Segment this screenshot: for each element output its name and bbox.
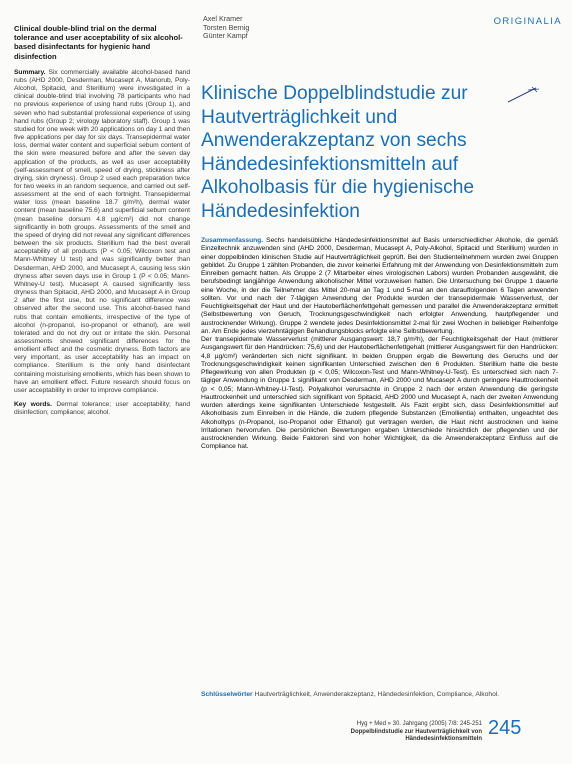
keywords-text: Dermal tolerance; user acceptability; hand disinfection; compliance; alcohol.: [14, 401, 190, 417]
german-paragraph-text: Sechs handelsübliche Händedesinfektionsmittel auf Basis unterschiedlicher Alkohole, die gemäß Einzeltechnik anzuwenden sind (AHD 2000, Desderman, Mucasept A, Poly-Alkohol, Spitacid und Sterillium) wurden in einer doppelblinden klinischen Studie auf Hautverträglichkeit geprüft. Bei den Studienteilnehmern wurden zwei Gruppen gebildet. Zu Gruppe 1 zählten Probanden, die zuvor keinerlei Erfahrung mit der Anwendung von Desinfektionsmitteln zum Einreiben gemacht hatten. Als Gruppe 2 (7 Mitarbeiter eines virologischen Labors) wurden Probanden ausgewählt, die berufsbedingt langjährige Anwendung alkoholischer Mittel vorzuweisen hatten. Die Untersuchung bei Gruppe 1 dauerte eine Woche, in der die Teilnehmer das Mittel 20-mal an Tag 1 und 5-mal an den darauffolgenden 6 Tagen anwenden sollten. Vor und nach der 7-tägigen Anwendung der Produkte wurden der transepidermale Wasserverlust, der Feuchtigkeitsgehalt der Haut und der Hautoberflächenfettgehalt gemessen und parallel die Anwenderakzeptanz ermittelt (Selbstbewertung von Geruch, Trocknungsgeschwindigkeit nach erfolgter Anwendung, hautpflegender und austrocknender Wirkung). Gruppe 2 wendete jedes Desinfektionsmittel 2-mal für zwei Wochen in beliebiger Reihenfolge an. Am Ende jedes vierzehntägigen Behandlungsblocks erfolgte eine Selbstbewertung.: [201, 237, 558, 335]
keywords-text: Hautverträglichkeit, Anwenderakzeptanz, Händedesinfektion, Compliance, Alkohol.: [254, 691, 500, 698]
german-paragraph: Der transepidermale Wasserverlust (mittlerer Ausgangswert: 18,7 g/m²h), der Feuchtigkeitsgehalt der Haut (mittlerer Ausgangswert für den Handrücken: 75,6) und der Hautoberflächenfettgehalt (mittlerer Ausgangswert für den Handrücken: 4,8 µg/cm²) veränderten sich nicht signifikant. In beiden Gruppen ergab die Bewertung des Geruchs und der Trocknungsgeschwindigkeit keinen signifikanten Unterschied zwischen den 6 Produkten. Sterillium hatte die beste Pflegewirkung von allen Produkten (p < 0,05; Wilcoxon-Test und Mann-Whitney-U-Test). Es unterschied sich nach 7-tägiger Anwendung in Gruppe 1 signifikant von Desderman, AHD 2000 und Mucasept A durch geringere Hauttrockenheit (p < 0,05; Mann-Whitney-U-Test). Polyalkohol verursachte in Gruppe 2 nach der ersten Anwendung die geringste Hauttrockenheit und unterschied sich signifikant von Spitacid, AHD 2000 und Mucasept A, nach der zweiten Anwendung wurden allerdings keine signifikanten Unterschiede festgestellt. Als Fazit ergibt sich, dass Desinfektionsmittel auf Alkoholbasis zum Einreiben in die Hände, die zudem pflegende Substanzen (Emollientia) enthalten, ungeachtet des Alkoholtyps (n-Propanol, iso-Propanol oder Ethanol) gut vertragen werden, die Haut nicht austrocknen und keine Irritationen hervorrufen. Die persönlichen Bewertungen ergaben Unterschiede hinsichtlich der pflegenden und der austrocknenden Wirkung. Beide Faktoren sind von hoher Wichtigkeit, da die Anwenderakzeptanz Einfluss auf die Compliance hat.: [201, 336, 558, 451]
keywords-label: Key words.: [14, 401, 52, 409]
journal-citation: Hyg + Med » 30. Jahrgang (2005) 7/8: 245-251: [356, 721, 482, 727]
author-name: Günter Kampf: [203, 31, 248, 41]
german-paragraph: [201, 237, 558, 336]
english-keywords: [14, 401, 190, 417]
english-abstract-column: [14, 24, 190, 417]
section-category: ORIGINALIA: [493, 16, 562, 27]
english-summary: [14, 69, 190, 395]
author-name: Torsten Bernig: [203, 22, 250, 32]
author-list: [203, 15, 249, 41]
german-keywords: [201, 691, 561, 699]
summary-text: Six commercially available alcohol-based hand rubs (AHD 2000, Desderman, Mucasept A, Manorub, Poly-Alcohol, Spitacid, and Sterillium) were investigated in a clinical double-blind trial involving 78 participants who had no previous experience of using hand rubs (Group 1), and seven who had substantial professional experience of using hand rubs (Group 2; virology laboratory staff). Group 1 was studied for one week with 20 applications on day 1 and then five applications per day for six days. Transepidermal water loss, dermal water content and superficial sebum content of the skin were measured before and after the seven day application of the products, as well as user acceptability (self-assessment of smell, speed of drying, stickiness after drying, skin dryness). Group 2 used each preparation twice for two weeks in an random sequence, and carried out self-assessment at the end of each fortnight. Transepidermal water loss (mean baseline 18.7 g/m²h), dermal water content (mean baseline 75.6) and superficial sebum content (mean baseline dorsum 4.8 µg/cm²) did not change significantly in both groups. Assessments of the smell and the speed of drying did not reveal any significant differences between the six products. Sterillium had the best overall acceptability of all products (P < 0.05; Wilcoxon test and Mann-Whitney U test) and was significantly better than Desderman, AHD 2000, and Mucasept A, causing less skin dryness after seven days use in Group 1 (P < 0.05; Mann-Whitney-U test). Mucasept A caused significantly less dryness than Spitacid, AHD 2000, and Mucasept A in Group 2 after the first use, but no significant difference was observed after the second use. This alcohol-based hand rubs that contain emollients, irrespective of the type of alcohol (n-propanol, iso-propanol or ethanol), are well tolerated and do not dry out or irritate the skin. Personal assessments showed significant differences for the emollient effect and the cosmetic dryness. Both factors are very important, as user acceptability has an impact on compliance. Sterillium is the only hand disinfectant containing moisturising emollients, which has been shown to have an emollient effect. Future research should focus on user acceptability in order to improve compliance.: [14, 68, 190, 394]
english-title: Clinical double-blind trial on the dermal tolerance and user acceptability of six alcohol-based disinfectants for hygienic hand disinfection: [14, 24, 183, 61]
page-number: 245: [488, 717, 522, 739]
author-name: Axel Kramer: [203, 14, 243, 23]
summary-label: Summary.: [14, 68, 46, 76]
german-abstract: [201, 237, 558, 452]
keywords-label: Schlüsselwörter: [201, 691, 253, 698]
running-title: Doppelblindstudie zur Hautverträglichkeit von Händedesinfektionsmitteln: [350, 728, 482, 742]
article-title: Klinische Doppelblindstudie zur Hautverträglichkeit und Anwenderakzeptanz von sechs Händedesinfektionsmitteln auf Alkoholbasis für die hygienische Händedesinfektion: [201, 83, 475, 222]
abstract-lead: Zusammenfassung.: [201, 237, 264, 244]
page-footer: [300, 721, 482, 744]
pen-mark-icon: [506, 85, 542, 105]
